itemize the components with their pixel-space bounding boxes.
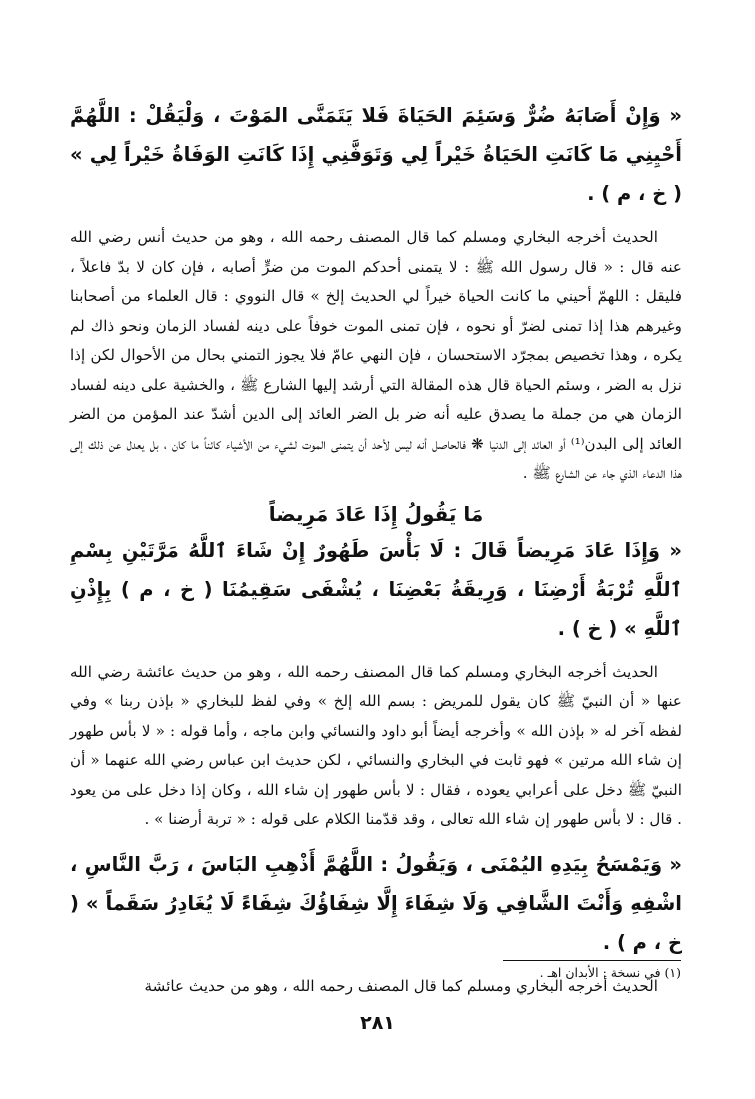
commentary-paragraph-1: الحديث أخرجه البخاري ومسلم كما قال المصنف رحمه الله ، وهو من حديث أنس رضي الله عنه قال : « قال رسول الله ﷺ : لا يتمنى أحدكم الموت من ضرٍّ أصابه ، فإن كان لا بدّ فاعلاً ، فليقل : اللهمّ أحيني ما كانت الحياة خيراً لي الحديث إلخ » قال النووي : قال العلماء من أصحابنا وغيرهم هذا إذا تمنى لضرّ أو نحوه ، فإن تمنى الموت خوفاً على دينه لفساد الزمان ونحو ذاك لم يكره ، وهذا تخصيص بمجرّد الاستحسان ، فإن النهي عامّ فلا يجوز التمني بحال من الأحوال لكن إذا نزل به الضر ، وسئم الحياة قال هذه المقالة التي أرشد إليها الشارع ﷺ ، والخشية على دينه لفساد الزمان هي من جملة ما يصدق عليه أنه ضر بل الضر العائد إلى الدين أشدّ عند المؤمن من الضر العائد إلى البدن⁽¹⁾ أو العائد إلى الدنيا ❋ فالحاصل أنه ليس لأحد أن يتمنى الموت لشيء من الأشياء كائناً ما كان ، بل يعدل عن ذلك إلى هذا الدعاء الذي جاء عن الشارع ﷺ .: [70, 228, 682, 482]
footnote-divider: [503, 960, 681, 961]
commentary-paragraph-3: الحديث أخرجه البخاري ومسلم كما قال المصنف رحمه الله ، وهو من حديث عائشة: [144, 976, 658, 995]
footnote: (١) في نسخة : الأبدان اهـ .: [539, 965, 681, 980]
page-body: [70, 96, 682, 1001]
hadith-text-2: « وَإِذَا عَادَ مَرِيضاً قَالَ : لَا بَأْسَ طَهُورٌ إِنْ شَاءَ ٱللَّهُ مَرَّتَيْنِ بِسْمِ ٱللَّهِ تُرْبَةُ أَرْضِنَا ، وَرِيقَةُ بَعْضِنَا ، يُشْفَى سَقِيمُنَا ( خ ، م ) بِإِذْنِ ٱللَّهِ » ( خ ) .: [70, 538, 682, 640]
hadith-text-3: « وَيَمْسَحُ بِيَدِهِ اليُمْنَى ، وَيَقُولُ : اللَّهُمَّ أَذْهِبِ البَاسَ ، رَبَّ النَّاسِ ، اشْفِهِ وَأَنْتَ الشَّافِي وَلَا شِفَاءَ إِلَّا شِفَاؤُكَ شِفَاءً لَا يُغَادِرُ سَقَماً » ( خ ، م ) .: [70, 852, 682, 954]
section-heading: مَا يَقُولُ إِذَا عَادَ مَرِيضاً: [268, 501, 484, 526]
hadith-text-1: « وَإِنْ أَصَابَهُ ضُرٌّ وَسَئِمَ الحَيَاةَ فَلا يَتَمَنَّى المَوْتَ ، وَلْيَقُلْ : اللَّهُمَّ أَحْيِنِي مَا كَانَتِ الحَيَاةُ خَيْراً لِي وَتَوَفَّنِي إِذَا كَانَتِ الوَفَاةُ خَيْراً لِي » ( خ ، م ) .: [70, 104, 682, 205]
page-number: ٢٨١: [360, 1012, 395, 1034]
commentary-paragraph-2: الحديث أخرجه البخاري ومسلم كما قال المصنف رحمه الله ، وهو من حديث عائشة رضي الله عنها « أن النبيّ ﷺ كان يقول للمريض : بسم الله إلخ » وفي لفظ للبخاري « بإذن ربنا » وفي لفظه آخر له « بإذن الله » وأخرجه أيضاً أبو داود والنسائي وابن ماجه ، وأما قوله : « لا بأس طهور إن شاء الله مرتين » فهو ثابت في البخاري والنسائي ، لكن حديث ابن عباس رضي الله عنهما « أن النبيّ ﷺ دخل على أعرابي يعوده ، فقال : لا بأس طهور إن شاء الله ، وكان إذا دخل على من يعود . قال : لا بأس طهور إن شاء الله تعالى ، وقد قدّمنا الكلام على قوله : « تربة أرضنا » .: [70, 662, 682, 828]
